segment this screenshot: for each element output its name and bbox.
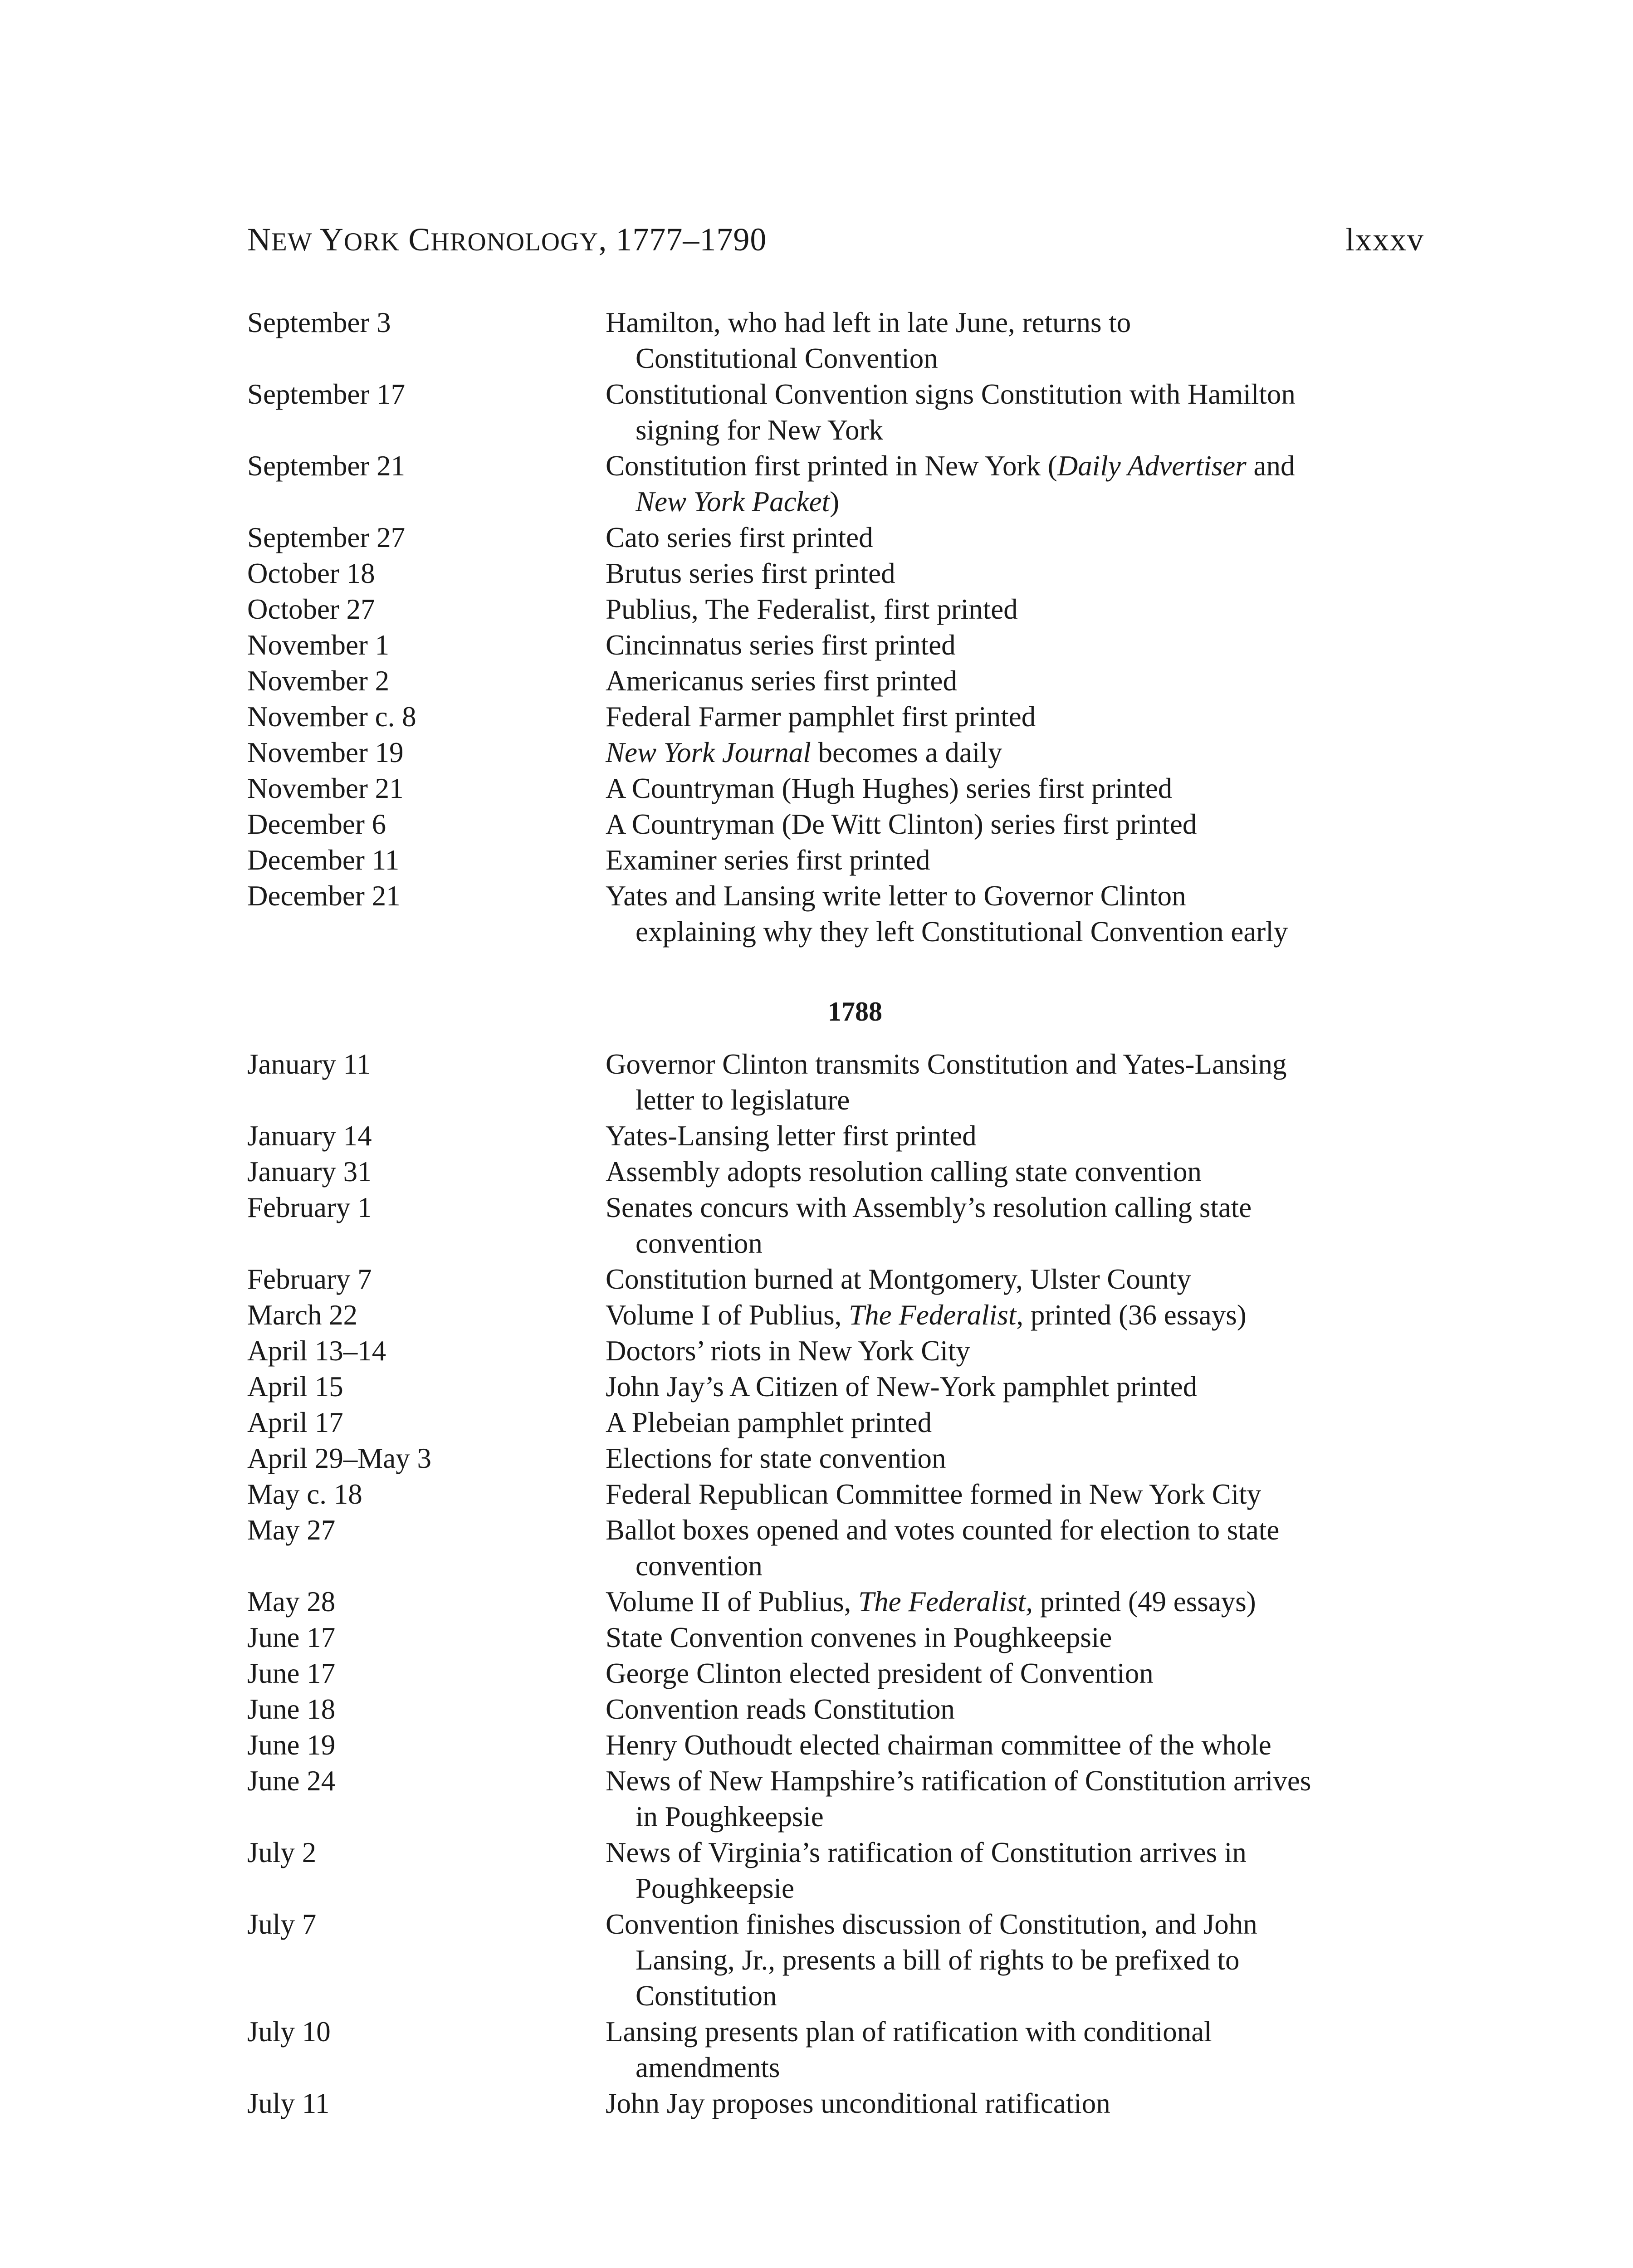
entry-line: Examiner series first printed bbox=[606, 844, 930, 876]
newspaper-title: New York Packet bbox=[636, 486, 830, 518]
chronology-entry bbox=[247, 627, 1427, 663]
entry-description bbox=[606, 1261, 1427, 1297]
entry-date: November 21 bbox=[247, 772, 404, 804]
entry-date: May 28 bbox=[247, 1586, 336, 1618]
entry-date: July 11 bbox=[247, 2087, 330, 2119]
chronology-entry bbox=[247, 807, 1427, 842]
entry-date: February 1 bbox=[247, 1192, 372, 1223]
running-head bbox=[247, 217, 1424, 276]
entry-line: News of Virginia’s ratification of Constitution arrives in bbox=[606, 1837, 1247, 1868]
entry-date: April 17 bbox=[247, 1407, 343, 1438]
entry-line: Elections for state convention bbox=[606, 1442, 946, 1474]
entry-date: May 27 bbox=[247, 1514, 336, 1546]
entry-line: Yates-Lansing letter first printed bbox=[606, 1120, 977, 1152]
entry-line: Federal Farmer pamphlet first printed bbox=[606, 701, 1036, 733]
entry-description bbox=[606, 448, 1427, 520]
entry-description bbox=[606, 1512, 1427, 1584]
chronology-entry bbox=[247, 1476, 1427, 1512]
entry-text: printed (49 essays) bbox=[1033, 1586, 1256, 1618]
entry-date: June 18 bbox=[247, 1693, 336, 1725]
entry-description bbox=[606, 1441, 1427, 1476]
chronology-entry bbox=[247, 305, 1427, 376]
entry-line: John Jay’s A Citizen of New-York pamphlet printed bbox=[606, 1371, 1198, 1403]
entry-line: Ballot boxes opened and votes counted for election to state bbox=[606, 1514, 1280, 1546]
entry-date: September 3 bbox=[247, 307, 391, 338]
entry-date: February 7 bbox=[247, 1263, 372, 1295]
entry-date: January 14 bbox=[247, 1120, 372, 1152]
entry-line: A Countryman (Hugh Hughes) series first printed bbox=[606, 772, 1173, 804]
chronology-entry bbox=[247, 1154, 1427, 1190]
entry-description bbox=[606, 1620, 1427, 1656]
entry-date: November 19 bbox=[247, 737, 404, 768]
entry-line bbox=[606, 484, 1427, 520]
entry-text: becomes a daily bbox=[811, 737, 1002, 768]
entry-line: Convention finishes discussion of Constitution, and John bbox=[606, 1908, 1257, 1940]
entry-line: convention bbox=[636, 1550, 763, 1582]
entry-description bbox=[606, 1118, 1427, 1154]
chronology-entry bbox=[247, 448, 1427, 520]
newspaper-title: Daily Advertiser bbox=[1057, 450, 1247, 482]
publication-title: The Federalist, bbox=[858, 1586, 1033, 1618]
entry-description bbox=[606, 1763, 1427, 1835]
entry-line: signing for New York bbox=[636, 414, 884, 446]
entry-date: July 7 bbox=[247, 1908, 317, 1940]
entry-date: May c. 18 bbox=[247, 1478, 362, 1510]
chronology-1788 bbox=[247, 1046, 1427, 2121]
entry-description bbox=[606, 878, 1427, 950]
entry-description bbox=[606, 1297, 1427, 1333]
entry-text: Volume II of Publius, bbox=[606, 1586, 859, 1618]
entry-date: December 21 bbox=[247, 880, 401, 912]
entry-date: September 27 bbox=[247, 522, 406, 553]
title-part: HRONOLOGY bbox=[430, 228, 599, 256]
entry-line: Poughkeepsie bbox=[636, 1872, 794, 1904]
page-number: lxxxv bbox=[1345, 221, 1424, 258]
chronology-entry bbox=[247, 1656, 1427, 1691]
chronology-entry bbox=[247, 1190, 1427, 1261]
entry-description bbox=[606, 1405, 1427, 1441]
title-initial: C bbox=[408, 221, 431, 258]
entry-date: July 2 bbox=[247, 1837, 317, 1868]
chronology-entry bbox=[247, 591, 1427, 627]
title-part: ORK bbox=[343, 228, 400, 256]
entry-description bbox=[606, 735, 1427, 771]
chronology-entry bbox=[247, 878, 1427, 950]
entry-date: November 2 bbox=[247, 665, 390, 697]
chronology-entry bbox=[247, 1906, 1427, 2014]
entry-description bbox=[606, 1906, 1427, 2014]
entry-description bbox=[606, 556, 1427, 591]
entry-description bbox=[606, 1369, 1427, 1405]
entry-description bbox=[606, 1190, 1427, 1261]
entry-description bbox=[606, 699, 1427, 735]
entry-line: Federal Republican Committee formed in New York City bbox=[606, 1478, 1261, 1510]
chronology-entry bbox=[247, 2086, 1427, 2121]
entry-date: November c. 8 bbox=[247, 701, 416, 733]
entry-date: December 6 bbox=[247, 808, 386, 840]
entry-date: January 31 bbox=[247, 1156, 372, 1188]
chronology-entry bbox=[247, 2014, 1427, 2086]
entry-date: January 11 bbox=[247, 1048, 371, 1080]
entry-date: June 17 bbox=[247, 1657, 336, 1689]
entry-line: in Poughkeepsie bbox=[636, 1801, 824, 1833]
entry-description bbox=[606, 1584, 1427, 1620]
entry-line: Doctors’ riots in New York City bbox=[606, 1335, 970, 1367]
entry-text: , printed (36 essays) bbox=[1016, 1299, 1247, 1331]
chronology-1787 bbox=[247, 305, 1427, 950]
chronology-entry bbox=[247, 1727, 1427, 1763]
entry-description bbox=[606, 1691, 1427, 1727]
entry-date: September 21 bbox=[247, 450, 406, 482]
entry-line: Cato series first printed bbox=[606, 522, 873, 553]
entry-description bbox=[606, 771, 1427, 807]
entry-line: Lansing presents plan of ratification with conditional bbox=[606, 2016, 1212, 2048]
entry-line: Brutus series first printed bbox=[606, 557, 895, 589]
entry-line: State Convention convenes in Poughkeepsie bbox=[606, 1622, 1112, 1653]
entry-date: September 17 bbox=[247, 378, 406, 410]
chronology-entry bbox=[247, 1118, 1427, 1154]
entry-description bbox=[606, 1476, 1427, 1512]
title-initial: Y bbox=[319, 221, 344, 258]
entry-line: Hamilton, who had left in late June, returns to bbox=[606, 307, 1131, 338]
publication-title: New York Journal bbox=[606, 737, 811, 768]
chronology-entry bbox=[247, 1297, 1427, 1333]
chronology-entry bbox=[247, 663, 1427, 699]
entry-line: Convention reads Constitution bbox=[606, 1693, 955, 1725]
entry-line: Constitutional Convention bbox=[636, 342, 938, 374]
entry-description bbox=[606, 520, 1427, 556]
entry-date: June 24 bbox=[247, 1765, 336, 1797]
entry-line: Senates concurs with Assembly’s resolution calling state bbox=[606, 1192, 1252, 1223]
entry-line: Constitutional Convention signs Constitution with Hamilton bbox=[606, 378, 1296, 410]
entry-description bbox=[606, 842, 1427, 878]
chronology-entry bbox=[247, 376, 1427, 448]
entry-date: December 11 bbox=[247, 844, 400, 876]
chronology-entry bbox=[247, 1512, 1427, 1584]
entry-description bbox=[606, 305, 1427, 376]
running-head-title bbox=[247, 217, 767, 265]
entry-line: amendments bbox=[636, 2052, 780, 2083]
entry-description bbox=[606, 663, 1427, 699]
chronology-entry bbox=[247, 1369, 1427, 1405]
entry-line: explaining why they left Constitutional Convention early bbox=[636, 916, 1288, 948]
entry-date: October 27 bbox=[247, 593, 375, 625]
entry-line: John Jay proposes unconditional ratification bbox=[606, 2087, 1110, 2119]
entry-date: October 18 bbox=[247, 557, 375, 589]
title-initial: N bbox=[247, 221, 271, 258]
chronology-entry bbox=[247, 1835, 1427, 1906]
entry-line: Americanus series first printed bbox=[606, 665, 958, 697]
entry-text: Constitution first printed in New York ( bbox=[606, 450, 1057, 482]
entry-text: and bbox=[1246, 450, 1295, 482]
entry-date: March 22 bbox=[247, 1299, 358, 1331]
entry-line: A Plebeian pamphlet printed bbox=[606, 1407, 932, 1438]
entry-description bbox=[606, 591, 1427, 627]
entry-line: Henry Outhoudt elected chairman committee of the whole bbox=[606, 1729, 1271, 1761]
chronology-entry bbox=[247, 1441, 1427, 1476]
entry-line bbox=[606, 735, 1427, 771]
entry-date: June 19 bbox=[247, 1729, 336, 1761]
entry-description bbox=[606, 2014, 1427, 2086]
title-years: , 1777–1790 bbox=[598, 221, 767, 258]
chronology-entry bbox=[247, 1620, 1427, 1656]
entry-line: Yates and Lansing write letter to Governor Clinton bbox=[606, 880, 1186, 912]
entry-line bbox=[606, 1584, 1427, 1620]
entry-line: Constitution bbox=[636, 1980, 777, 2012]
chronology-entry bbox=[247, 1584, 1427, 1620]
entry-line: News of New Hampshire’s ratification of Constitution arrives bbox=[606, 1765, 1311, 1797]
chronology-entry bbox=[247, 1691, 1427, 1727]
entry-line: letter to legislature bbox=[636, 1084, 850, 1116]
entry-line: Constitution burned at Montgomery, Ulster County bbox=[606, 1263, 1191, 1295]
entry-description bbox=[606, 2086, 1427, 2121]
entry-description bbox=[606, 1046, 1427, 1118]
chronology-entry bbox=[247, 771, 1427, 807]
chronology-entry bbox=[247, 520, 1427, 556]
chronology-entry bbox=[247, 699, 1427, 735]
entry-line: convention bbox=[636, 1227, 763, 1259]
chronology-entry bbox=[247, 556, 1427, 591]
chronology-entry bbox=[247, 1333, 1427, 1369]
entry-text: Volume I of Publius, bbox=[606, 1299, 849, 1331]
entry-line: George Clinton elected president of Convention bbox=[606, 1657, 1154, 1689]
entry-line bbox=[606, 1297, 1427, 1333]
title-part: EW bbox=[271, 228, 313, 256]
entry-date: April 15 bbox=[247, 1371, 343, 1403]
entry-line: Assembly adopts resolution calling state convention bbox=[606, 1156, 1202, 1188]
entry-line: Cincinnatus series first printed bbox=[606, 629, 956, 661]
entry-line: Governor Clinton transmits Constitution and Yates-Lansing bbox=[606, 1048, 1287, 1080]
year-heading: 1788 bbox=[828, 997, 882, 1026]
chronology-entry bbox=[247, 842, 1427, 878]
chronology-entry bbox=[247, 1261, 1427, 1297]
chronology-entry bbox=[247, 1405, 1427, 1441]
entry-description bbox=[606, 1154, 1427, 1190]
entry-line bbox=[606, 448, 1427, 484]
entry-description bbox=[606, 1727, 1427, 1763]
entry-description bbox=[606, 627, 1427, 663]
entry-date: April 13–14 bbox=[247, 1335, 386, 1367]
entry-text: ) bbox=[830, 486, 840, 518]
entry-line: A Countryman (De Witt Clinton) series first printed bbox=[606, 808, 1197, 840]
entry-description bbox=[606, 1656, 1427, 1691]
entry-description bbox=[606, 1835, 1427, 1906]
entry-date: April 29–May 3 bbox=[247, 1442, 431, 1474]
publication-title: The Federalist bbox=[849, 1299, 1017, 1331]
entry-line: Lansing, Jr., presents a bill of rights to be prefixed to bbox=[636, 1944, 1240, 1976]
entry-line: Publius, The Federalist, first printed bbox=[606, 593, 1018, 625]
entry-date: June 17 bbox=[247, 1622, 336, 1653]
entry-date: July 10 bbox=[247, 2016, 331, 2048]
chronology-entry bbox=[247, 1046, 1427, 1118]
entry-date: November 1 bbox=[247, 629, 390, 661]
entry-description bbox=[606, 376, 1427, 448]
entry-description bbox=[606, 807, 1427, 842]
chronology-entry bbox=[247, 1763, 1427, 1835]
entry-description bbox=[606, 1333, 1427, 1369]
chronology-entry bbox=[247, 735, 1427, 771]
